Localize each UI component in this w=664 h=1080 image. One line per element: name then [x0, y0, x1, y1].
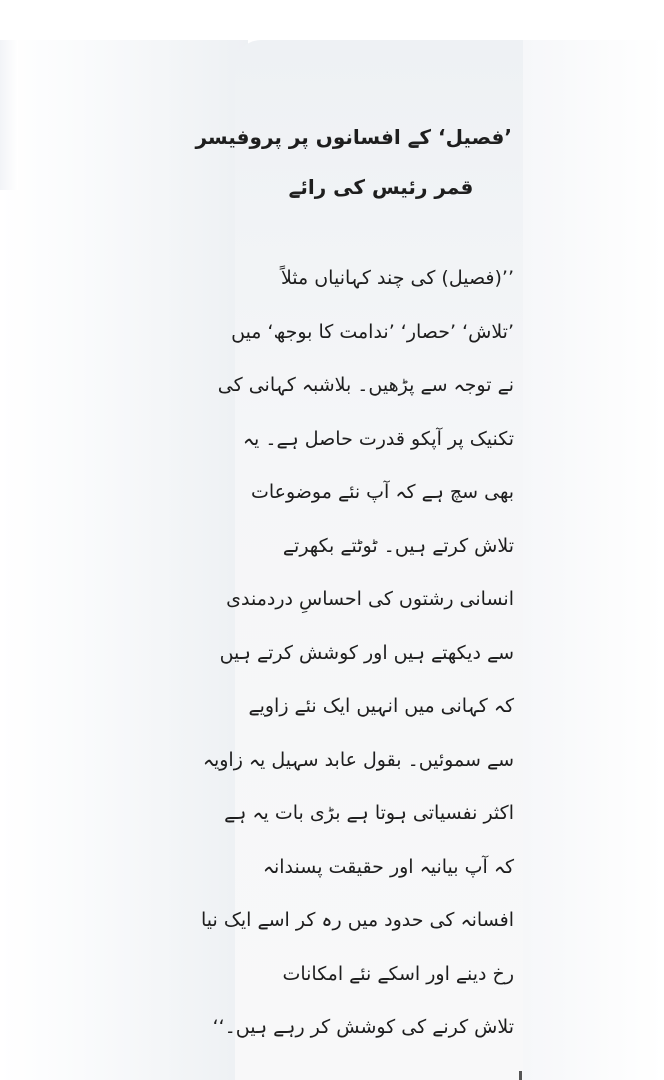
heading-line-2: قمر رئیس کی رائے — [288, 175, 474, 199]
body-line-11: اکثر نفسیاتی ہوتا ہے بڑی بات یہ ہے — [224, 802, 514, 824]
body-line-12: کہ آپ بیانیہ اور حقیقت پسندانہ — [262, 855, 514, 878]
body-line-1: ’’(فصیل) کی چند کہانیاں مثلاً — [280, 267, 514, 289]
print-mark — [519, 1071, 522, 1080]
body-line-10: سے سموئیں۔ بقول عابد سہیل یہ زاویہ — [202, 748, 514, 771]
body-line-4: تکنیک پر آپکو قدرت حاصل ہے۔ یہ — [242, 427, 514, 450]
article-heading — [195, 112, 512, 212]
left-page-shadow — [0, 40, 18, 190]
body-line-8: سے دیکھتے ہیں اور کوشش کرتے ہیں — [219, 641, 514, 664]
body-line-5: بھی سچ ہے کہ آپ نئے موضوعات — [250, 481, 514, 503]
body-line-7: انسانی رشتوں کی احساسِ دردمندی — [226, 588, 514, 610]
right-margin — [523, 40, 664, 1080]
body-line-15: تلاش کرنے کی کوشش کر رہے ہیں۔‘‘ — [212, 1016, 514, 1038]
body-line-13: افسانہ کی حدود میں رہ کر اسے ایک نیا — [201, 909, 514, 931]
body-line-9: کہ کہانی میں انہیں ایک نئے زاویے — [248, 695, 514, 717]
body-line-2: ’تلاش‘ ’حصار‘ ’ندامت کا بوجھ‘ میں — [231, 320, 514, 343]
body-line-14: رخ دینے اور اسکے نئے امکانات — [282, 962, 514, 985]
article-body — [201, 252, 514, 1055]
body-line-6: تلاش کرتے ہیں۔ ٹوٹتے بکھرتے — [282, 534, 514, 557]
heading-line-1: ’فصیل‘ کے افسانوں پر پروفیسر — [195, 125, 512, 149]
body-line-3: نے توجہ سے پڑھیں۔ بلاشبہ کہانی کی — [217, 374, 514, 396]
